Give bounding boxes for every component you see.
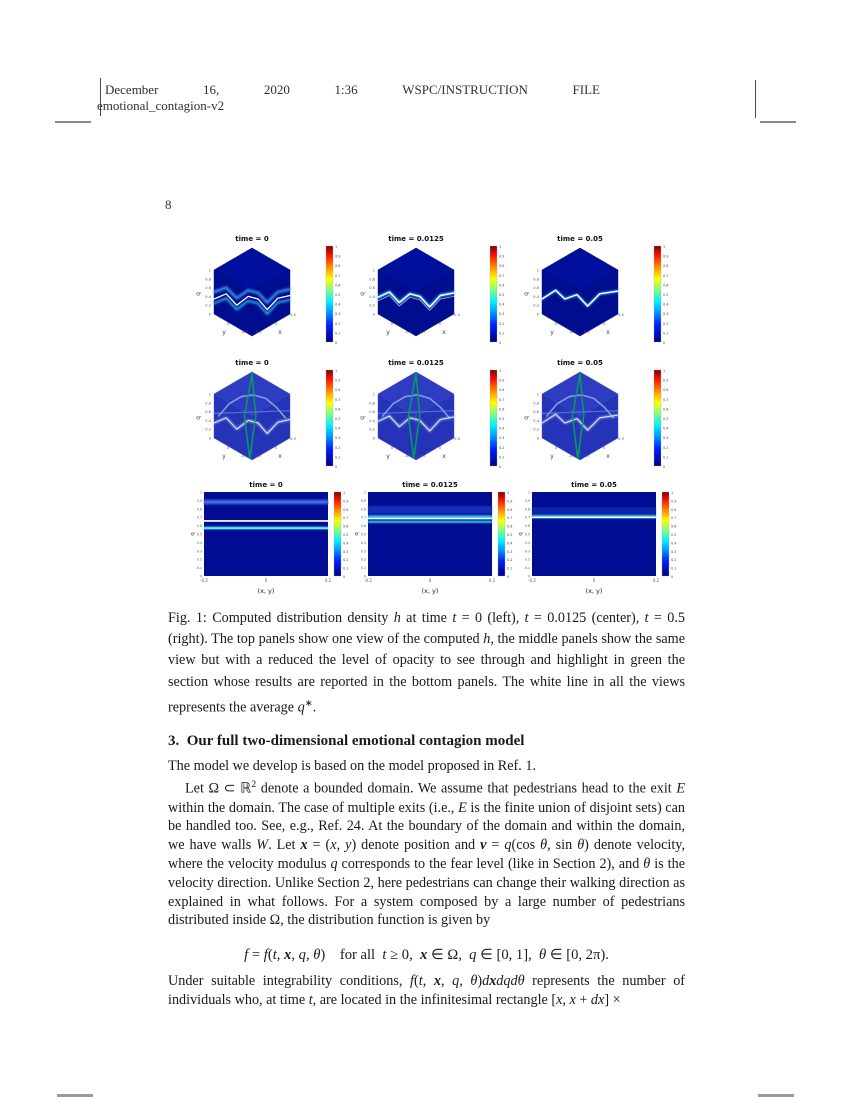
colorbar-tick: 0.8 [671, 507, 677, 512]
y-axis-tick: 0.1 [524, 566, 530, 571]
colorbar [498, 492, 505, 576]
colorbar [662, 492, 669, 576]
colorbar-tick: 0 [499, 465, 502, 469]
blue-glow-band [368, 506, 492, 514]
colorbar-tick: 0.6 [343, 524, 349, 529]
header-token: 2020 [263, 82, 290, 97]
y-axis-label: q [518, 532, 524, 536]
y-axis-tick: 0.3 [196, 549, 202, 554]
q-axis-tick: 0.4 [369, 294, 375, 299]
y-axis-tick: 0.2 [360, 557, 366, 562]
figure-panel-r0c1 [352, 232, 518, 354]
colorbar-tick: 0.2 [335, 321, 341, 326]
colorbar-tick: 0.2 [663, 445, 669, 450]
colorbar-tick: 0.6 [499, 407, 505, 412]
figure-caption: Fig. 1: Computed distribution density h at time t = 0 (left), t = 0.0125 (center), t = 0.5 (right). The top panels show one view of the computed h, the middle panels show the same view but with a reduced the level of opacity to see through and highlight in green the section whose results are reported in the bottom panels. The white line in all the views represents the average q∗. [168, 610, 685, 716]
y-axis-tick: 0.4 [524, 540, 530, 545]
xy-axis-tick: -0.5 [418, 454, 426, 458]
q-axis-tick: 0.8 [205, 401, 211, 406]
header-token: WSPC/INSTRUCTION [402, 82, 528, 97]
colorbar-tick: 0.5 [507, 533, 513, 537]
xy-axis-tick: 0.5 [618, 437, 624, 441]
q-axis-tick: 0.6 [533, 410, 539, 415]
y-axis-tick: 0.5 [360, 532, 366, 537]
panel-title: time = 0 [249, 481, 283, 489]
panel-title: time = 0.0125 [388, 359, 444, 367]
x-axis-tick: 0 [264, 578, 268, 583]
colorbar-tick: 0.3 [663, 436, 669, 441]
colorbar-tick: 0 [335, 341, 338, 345]
equation: f = f(t, x, q, θ) for all t ≥ 0, x ∈ Ω, q ∈ [0, 1], θ ∈ [0, 2π). [244, 947, 609, 963]
y-axis-tick: 0 [527, 574, 530, 579]
colorbar-tick: 0.1 [499, 455, 505, 460]
q-axis-tick: 0.2 [369, 303, 375, 308]
q-axis-tick: 0.4 [369, 418, 375, 423]
y-axis-tick: 0.9 [196, 498, 202, 503]
y-axis-tick: 0 [199, 574, 202, 579]
x-axis-tick: -0.2 [200, 578, 208, 583]
margin-rule-top-right [755, 80, 756, 118]
section-heading [168, 733, 685, 750]
q-axis-tick: 0.6 [369, 286, 375, 291]
crop-mark-top-left [55, 121, 91, 123]
q-axis-tick: 0.2 [533, 303, 539, 308]
colorbar-tick: 0.7 [499, 273, 505, 278]
colorbar-tick: 0.4 [499, 302, 505, 307]
colorbar-tick: 0.7 [335, 397, 341, 402]
y-axis-tick: 0.6 [360, 524, 366, 529]
colorbar [334, 492, 341, 576]
xy-axis-tick: -0.5 [568, 454, 576, 458]
x-axis-tick: 0 [428, 578, 432, 583]
y-axis-label: y [222, 329, 226, 336]
z-axis-label: q [359, 292, 366, 296]
colorbar-tick: 0.1 [335, 455, 341, 460]
colorbar-tick: 0.1 [335, 331, 341, 336]
y-axis-tick: 0.9 [524, 498, 530, 503]
colorbar [326, 246, 333, 342]
y-axis-tick: 0.5 [196, 532, 202, 537]
colorbar-tick: 0.7 [663, 273, 669, 278]
q-axis-tick: 0.2 [533, 427, 539, 432]
x-axis-tick: 0.2 [488, 578, 496, 583]
heatmap-area [532, 492, 656, 576]
cyan-band-lower [368, 521, 492, 524]
q-axis-tick: 1 [372, 268, 375, 273]
colorbar-tick: 0.6 [499, 283, 505, 288]
figure-panel-r0c2 [516, 232, 682, 354]
header-token: 1:36 [334, 82, 358, 97]
colorbar-tick: 0.1 [663, 455, 669, 460]
x-axis-tick: 0 [592, 578, 596, 583]
z-axis-label: q [195, 292, 202, 296]
colorbar-tick: 0.1 [499, 331, 505, 336]
colorbar-tick: 0.8 [343, 507, 349, 512]
colorbar-tick: 0.6 [507, 524, 513, 529]
header-token: FILE [572, 82, 600, 97]
y-axis-tick: 0.8 [524, 507, 530, 512]
colorbar-tick: 0.7 [499, 397, 505, 402]
colorbar-tick: 0.8 [663, 264, 669, 269]
colorbar-tick: 0.4 [335, 302, 341, 307]
y-axis-tick: 0.1 [196, 566, 202, 571]
running-header [97, 82, 600, 114]
colorbar-tick: 0.5 [343, 533, 349, 537]
y-axis-tick: 0.6 [196, 524, 202, 529]
xy-axis-tick: -0.5 [404, 330, 412, 334]
colorbar-tick: 0.9 [499, 378, 505, 383]
y-axis-tick: 1 [199, 490, 202, 495]
colorbar-tick: 0.8 [499, 388, 505, 393]
colorbar-tick: 0.4 [663, 426, 669, 431]
xy-axis-tick: 0 [554, 322, 558, 326]
y-axis-label: y [222, 453, 226, 460]
white-average-line [368, 518, 492, 520]
xy-axis-tick: 0 [390, 322, 394, 326]
crop-mark-top-right [760, 121, 796, 123]
paragraph-1: The model we develop is based on the model proposed in Ref. 1. [168, 758, 537, 774]
colorbar-tick: 0.5 [663, 417, 669, 421]
x-axis-label: x [442, 329, 446, 336]
y-axis-tick: 0.5 [524, 532, 530, 537]
y-axis-label: q [190, 532, 196, 536]
q-axis-tick: 0.6 [533, 286, 539, 291]
xy-axis-tick: -0.5 [240, 330, 248, 334]
figure-panel-r2c0 [188, 478, 354, 602]
colorbar-tick: 0 [335, 465, 338, 469]
blue-glow-band [532, 507, 656, 515]
header-token: December [105, 82, 159, 97]
colorbar [326, 370, 333, 466]
colorbar-tick: 0.6 [663, 407, 669, 412]
x-axis-label: x [278, 453, 282, 460]
q-axis-tick: 0.2 [205, 303, 211, 308]
y-axis-tick: 0.3 [360, 549, 366, 554]
colorbar-tick: 0.9 [663, 254, 669, 259]
q-axis-tick: 1 [536, 268, 539, 273]
figure-panel-r1c2 [516, 356, 682, 478]
q-axis-tick: 0.2 [369, 427, 375, 432]
figure-panel-r0c0 [188, 232, 354, 354]
y-axis-tick: 0.1 [360, 566, 366, 571]
colorbar-tick: 0.3 [343, 549, 349, 554]
y-axis-tick: 0.7 [524, 515, 530, 520]
cyan-core [204, 528, 328, 529]
xy-axis-tick: 0.5 [454, 313, 460, 317]
q-axis-tick: 0 [372, 312, 375, 317]
y-axis-tick: 0.2 [196, 557, 202, 562]
colorbar-tick: 1 [663, 245, 666, 249]
colorbar [654, 370, 661, 466]
crop-mark-bottom-right [758, 1094, 794, 1097]
colorbar-tick: 1 [507, 491, 510, 495]
q-axis-tick: 1 [372, 392, 375, 397]
y-axis-tick: 1 [363, 490, 366, 495]
colorbar-tick: 0.1 [671, 566, 677, 571]
colorbar-tick: 0.6 [335, 283, 341, 288]
colorbar-tick: 0.2 [499, 321, 505, 326]
colorbar-tick: 1 [335, 245, 338, 249]
page-number: 8 [165, 197, 172, 212]
x-axis-label: (x, y) [421, 587, 439, 595]
colorbar-tick: 1 [335, 369, 338, 373]
y-axis-label: q [354, 532, 360, 536]
q-axis-tick: 1 [208, 392, 211, 397]
paragraph-3: Under suitable integrability conditions, f(t, x, q, θ)dxdqdθ represents the number of individuals who, at time t, are located in the infinitesimal rectangle [x, x + dx] × [168, 973, 686, 1008]
xy-axis-tick: 0 [602, 446, 606, 450]
q-axis-tick: 0.6 [369, 410, 375, 415]
y-axis-tick: 0.9 [360, 498, 366, 503]
colorbar-tick: 0.3 [335, 312, 341, 317]
q-axis-tick: 1 [208, 268, 211, 273]
q-axis-tick: 0.8 [533, 277, 539, 282]
header-token: 16, [203, 82, 220, 97]
colorbar-tick: 0.9 [663, 378, 669, 383]
figure-panel-r2c1 [352, 478, 518, 602]
blue-glow-core [204, 501, 328, 504]
colorbar-tick: 0.6 [671, 524, 677, 529]
xy-axis-tick: 0 [274, 322, 278, 326]
colorbar-tick: 0.2 [663, 321, 669, 326]
colorbar-tick: 0.9 [499, 254, 505, 259]
q-axis-tick: 0.4 [533, 418, 539, 423]
xy-axis-tick: -0.5 [254, 330, 262, 334]
heatmap-area [368, 492, 492, 576]
colorbar-tick: 0.1 [663, 331, 669, 336]
colorbar-tick: 0.5 [499, 293, 505, 297]
colorbar-tick: 0.5 [671, 533, 677, 537]
q-axis-tick: 0 [536, 312, 539, 317]
xy-axis-tick: 0 [438, 322, 442, 326]
colorbar-tick: 0.2 [343, 558, 349, 563]
z-axis-label: q [359, 416, 366, 420]
colorbar-tick: 0 [499, 341, 502, 345]
y-axis-tick: 0.4 [196, 540, 202, 545]
x-axis-label: x [606, 329, 610, 336]
y-axis-label: y [550, 453, 554, 460]
q-axis-tick: 0.4 [205, 294, 211, 299]
colorbar-tick: 0.7 [335, 273, 341, 278]
colorbar-tick: 1 [499, 369, 502, 373]
colorbar-tick: 1 [499, 245, 502, 249]
colorbar-tick: 0.9 [507, 499, 513, 504]
x-axis-tick: 0.2 [652, 578, 660, 583]
colorbar-tick: 0.6 [335, 407, 341, 412]
q-axis-tick: 0 [536, 436, 539, 441]
x-axis-tick: 0.2 [324, 578, 332, 583]
y-axis-tick: 0.8 [196, 507, 202, 512]
x-axis-tick: -0.2 [364, 578, 372, 583]
x-axis-label: (x, y) [585, 587, 603, 595]
xy-axis-tick: 0 [390, 446, 394, 450]
colorbar-tick: 0.9 [343, 499, 349, 504]
xy-axis-tick: 0.5 [618, 313, 624, 317]
y-axis-tick: 0.6 [524, 524, 530, 529]
x-axis-label: (x, y) [257, 587, 275, 595]
q-axis-tick: 0.4 [205, 418, 211, 423]
colorbar-tick: 0.2 [499, 445, 505, 450]
colorbar-tick: 0.6 [663, 283, 669, 288]
x-axis-label: x [278, 329, 282, 336]
colorbar [490, 246, 497, 342]
colorbar-tick: 0.3 [499, 436, 505, 441]
colorbar-tick: 0.5 [499, 417, 505, 421]
y-axis-label: y [386, 329, 390, 336]
colorbar-tick: 0.3 [663, 312, 669, 317]
panel-title: time = 0 [235, 235, 269, 243]
colorbar-tick: 0.8 [499, 264, 505, 269]
colorbar-tick: 0.7 [343, 516, 349, 521]
panel-title: time = 0.05 [557, 359, 603, 367]
colorbar-tick: 0.1 [343, 566, 349, 571]
colorbar-tick: 0.3 [671, 549, 677, 554]
xy-axis-tick: 0.5 [290, 437, 296, 441]
y-axis-tick: 0.4 [360, 540, 366, 545]
xy-axis-tick: -0.5 [568, 330, 576, 334]
colorbar-tick: 0.2 [671, 558, 677, 563]
z-axis-label: q [195, 416, 202, 420]
q-axis-tick: 1 [536, 392, 539, 397]
q-axis-tick: 0.8 [205, 277, 211, 282]
q-axis-tick: 0.8 [369, 277, 375, 282]
colorbar-tick: 0.3 [499, 312, 505, 317]
xy-axis-tick: 0 [274, 446, 278, 450]
colorbar-tick: 0.5 [335, 293, 341, 297]
colorbar-tick: 0.2 [507, 558, 513, 563]
xy-axis-tick: -0.5 [582, 330, 590, 334]
q-axis-tick: 0 [372, 436, 375, 441]
figure-panel-r2c2 [516, 478, 682, 602]
xy-axis-tick: -0.5 [404, 454, 412, 458]
xy-axis-tick: -0.5 [254, 454, 262, 458]
colorbar-tick: 0.8 [507, 507, 513, 512]
colorbar-tick: 0 [507, 575, 510, 579]
colorbar-tick: 0.4 [335, 426, 341, 431]
colorbar-tick: 0 [663, 341, 666, 345]
figure-panel-r1c0 [188, 356, 354, 478]
colorbar-tick: 0.9 [671, 499, 677, 504]
figure-panel-r1c1 [352, 356, 518, 478]
q-axis-tick: 0.6 [205, 410, 211, 415]
xy-axis-tick: 0.5 [290, 313, 296, 317]
white-average-line [532, 517, 656, 518]
q-axis-tick: 0.8 [369, 401, 375, 406]
q-axis-tick: 0.6 [205, 286, 211, 291]
y-axis-tick: 0.3 [524, 549, 530, 554]
q-axis-tick: 0 [208, 312, 211, 317]
x-axis-label: x [442, 453, 446, 460]
colorbar-tick: 0.9 [335, 254, 341, 259]
colorbar-tick: 0 [663, 465, 666, 469]
colorbar-tick: 0.8 [335, 388, 341, 393]
colorbar-tick: 0.8 [335, 264, 341, 269]
xy-axis-tick: 0 [554, 446, 558, 450]
section-title: Our full two-dimensional emotional contagion model [186, 733, 525, 749]
y-axis-label: y [386, 453, 390, 460]
colorbar-tick: 0.7 [671, 516, 677, 521]
x-axis-label: x [606, 453, 610, 460]
panel-title: time = 0.05 [557, 235, 603, 243]
header-filename: emotional_contagion-v2 [97, 98, 225, 113]
y-axis-label: y [550, 329, 554, 336]
z-axis-label: q [523, 416, 530, 420]
colorbar-tick: 0.3 [335, 436, 341, 441]
colorbar-tick: 0.5 [663, 293, 669, 297]
colorbar-tick: 0 [671, 575, 674, 579]
panel-title: time = 0 [235, 359, 269, 367]
crop-mark-bottom-left [57, 1094, 93, 1097]
colorbar-tick: 0.4 [343, 541, 349, 546]
y-axis-tick: 0 [363, 574, 366, 579]
colorbar-tick: 1 [663, 369, 666, 373]
y-axis-tick: 0.8 [360, 507, 366, 512]
x-axis-tick: -0.2 [528, 578, 536, 583]
colorbar-tick: 0.4 [663, 302, 669, 307]
y-axis-tick: 1 [527, 490, 530, 495]
xy-axis-tick: 0 [226, 446, 230, 450]
colorbar-tick: 0.2 [335, 445, 341, 450]
xy-axis-tick: 0 [226, 322, 230, 326]
colorbar-tick: 0.3 [507, 549, 513, 554]
y-axis-tick: 0.2 [524, 557, 530, 562]
header-line1 [105, 82, 600, 98]
q-axis-tick: 0 [208, 436, 211, 441]
paragraph-2: Let Ω ⊂ ℝ$^2$ denote a bounded domain. We assume that pedestrians head to the exit E within the domain. The case of multiple exits (i.e., E is the finite union of disjoint sets) can be handled too. See, e.g., Ref. 24. At the boundary of the domain and within the domain, we have walls W. Let x = (x, y) denote position and v = q(cos θ, sin θ) denote velocity, where the velocity modulus q corresponds to the fear level (like in Section 2), and θ is the velocity direction. Unlike Section 2, here pedestrians can change their walking direction as explained in what follows. For a system composed by a large number of pedestrians distributed inside Ω, the distribution function is given by [168, 779, 686, 929]
xy-axis-tick: -0.5 [418, 330, 426, 334]
colorbar-tick: 0.5 [335, 417, 341, 421]
colorbar [490, 370, 497, 466]
panel-title: time = 0.05 [571, 481, 617, 489]
colorbar-tick: 0.4 [507, 541, 513, 546]
colorbar [654, 246, 661, 342]
panel-title: time = 0.0125 [402, 481, 458, 489]
y-axis-tick: 0.7 [360, 515, 366, 520]
colorbar-tick: 0.8 [663, 388, 669, 393]
colorbar-tick: 0.9 [335, 378, 341, 383]
y-axis-tick: 0.7 [196, 515, 202, 520]
colorbar-tick: 0.4 [499, 426, 505, 431]
z-axis-label: q [523, 292, 530, 296]
q-axis-tick: 0.4 [533, 294, 539, 299]
colorbar-tick: 0.4 [671, 541, 677, 546]
colorbar-tick: 0.7 [507, 516, 513, 521]
colorbar-tick: 0.1 [507, 566, 513, 571]
q-axis-tick: 0.2 [205, 427, 211, 432]
xy-axis-tick: 0.5 [454, 437, 460, 441]
colorbar-tick: 0 [343, 575, 346, 579]
xy-axis-tick: -0.5 [582, 454, 590, 458]
xy-axis-tick: 0 [602, 322, 606, 326]
xy-axis-tick: 0 [438, 446, 442, 450]
q-axis-tick: 0.8 [533, 401, 539, 406]
colorbar-tick: 1 [343, 491, 346, 495]
panel-title: time = 0.0125 [388, 235, 444, 243]
white-average-line [204, 520, 328, 522]
xy-axis-tick: -0.5 [240, 454, 248, 458]
colorbar-tick: 1 [671, 491, 674, 495]
section-number: 3. [168, 733, 180, 749]
colorbar-tick: 0.7 [663, 397, 669, 402]
